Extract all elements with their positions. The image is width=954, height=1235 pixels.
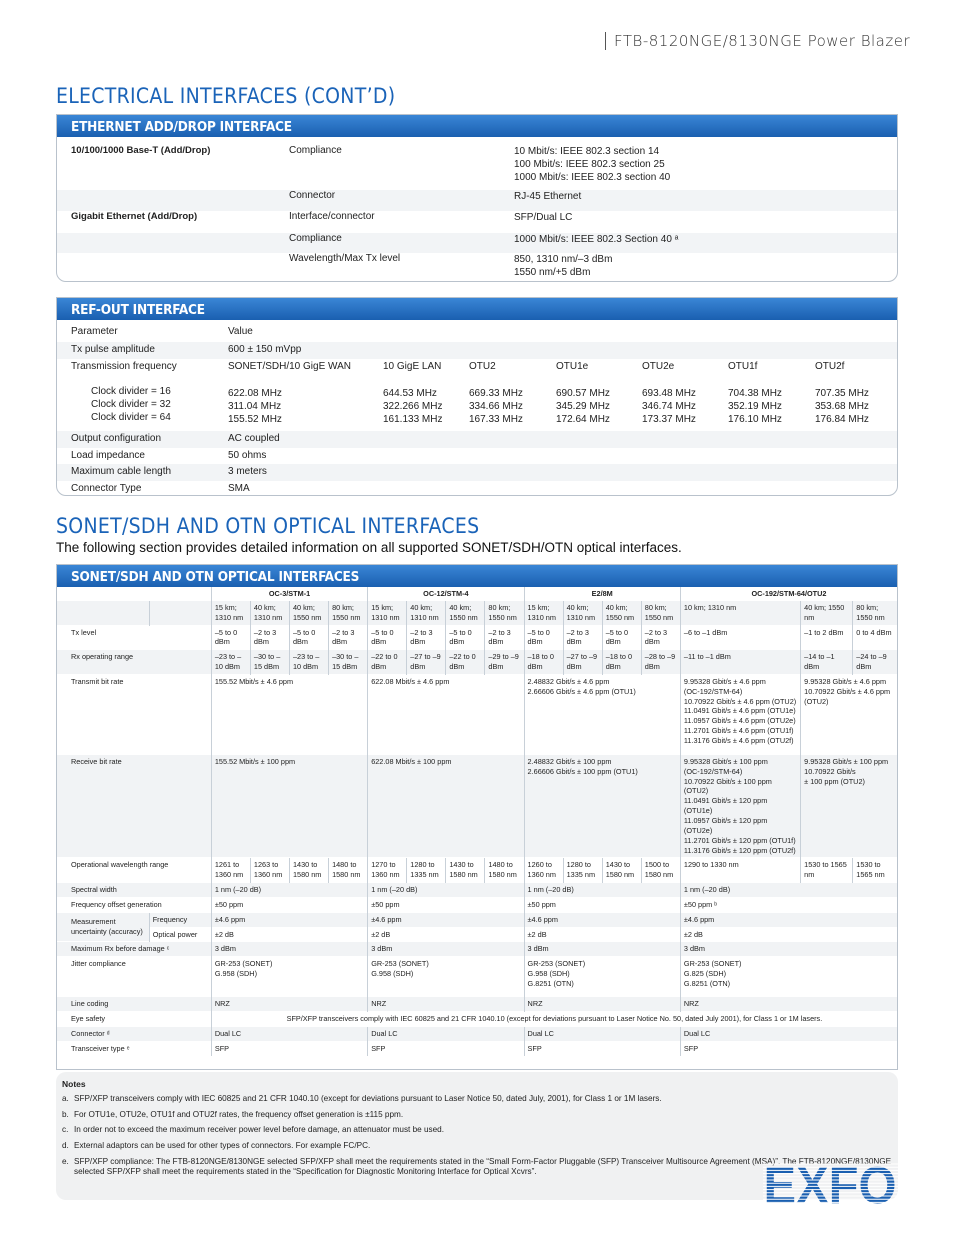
optical-cell: ±4.6 ppm <box>368 912 524 927</box>
optical-cell: 1 nm (–20 dB) <box>524 883 680 898</box>
ref-freq-value: 311.04 MHz <box>228 401 282 412</box>
svg-text:EXFO: EXFO <box>763 1158 897 1208</box>
optical-cell: 40 km; 1550 nm <box>446 601 485 625</box>
optical-row-label: Tx level <box>57 625 211 650</box>
optical-cell: –27 to –9 dBm <box>407 650 446 675</box>
ref-value: AC coupled <box>228 433 280 444</box>
ref-value: 600 ± 150 mVpp <box>228 344 302 355</box>
optical-sub-label: Frequency <box>149 912 211 927</box>
ref-freq-col: OTU2f <box>815 361 845 372</box>
ref-frequency-row <box>57 359 897 433</box>
optical-cell: –22 to 0 dBm <box>368 650 407 675</box>
ref-freq-value: 172.64 MHz <box>556 414 610 425</box>
ref-freq-col: 10 GigE LAN <box>383 361 442 372</box>
ethernet-row <box>57 145 897 190</box>
optical-table <box>57 587 897 1056</box>
optical-cell: Dual LC <box>211 1026 367 1041</box>
ethernet-row <box>57 211 897 233</box>
note-marker: b. <box>62 1109 69 1119</box>
ref-row <box>57 481 897 496</box>
ref-freq-value: 704.38 MHz <box>728 388 782 399</box>
optical-row-label: Frequency offset generation <box>57 897 211 912</box>
ref-freq-value: 155.52 MHz <box>228 414 282 425</box>
ref-label: Output configuration <box>71 433 162 444</box>
clock-divider-label: Clock divider = 64 <box>91 412 171 423</box>
optical-cell: NRZ <box>211 997 367 1012</box>
optical-cell: 40 km; 1310 nm <box>563 601 602 625</box>
note-text: For OTU1e, OTU2e, OTU1f and OTU2f rates, the frequency offset generation is ±115 ppm. <box>74 1109 404 1119</box>
ref-row <box>57 342 897 359</box>
optical-cell: Dual LC <box>680 1026 897 1041</box>
optical-cell: 1280 to 1335 nm <box>407 858 446 883</box>
optical-cell: Dual LC <box>524 1026 680 1041</box>
optical-row-label: Transmit bit rate <box>57 674 211 754</box>
optical-cell: SFP/XFP transceivers comply with IEC 60825 and 21 CFR 1040.10 (except for deviations pursuant to Laser Notice No. 50, dated July 2001), for Class 1 or 1M lasers. <box>211 1012 897 1027</box>
optical-cell: NRZ <box>524 997 680 1012</box>
optical-cell: ±4.6 ppm <box>680 912 897 927</box>
optical-cell: ±50 ppm <box>211 897 367 912</box>
optical-cell: 15 km; 1310 nm <box>211 601 250 625</box>
optical-cell: 1480 to 1580 nm <box>329 858 368 883</box>
optical-cell: 1 nm (–20 dB) <box>368 883 524 898</box>
optical-cell: ±2 dB <box>211 927 367 942</box>
optical-cell: 1530 to 1565 nm <box>801 858 853 883</box>
optical-cell: 2.48832 Gbit/s ± 100 ppm 2.66606 Gbit/s ± 100 ppm (OTU1) <box>524 754 680 857</box>
note-item <box>62 1141 892 1152</box>
optical-cell: –29 to –9 dBm <box>485 650 524 675</box>
optical-cell: –2 to 3 dBm <box>250 625 289 650</box>
ref-freq-col: OTU1e <box>556 361 589 372</box>
optical-cell: 3 dBm <box>211 942 367 957</box>
note-item <box>62 1094 892 1105</box>
ethernet-row-value: 850, 1310 nm/–3 dBm 1550 nm/+5 dBm <box>514 254 613 278</box>
optical-cell: ±2 dB <box>680 927 897 942</box>
ref-label: Transmission frequency <box>71 361 177 372</box>
optical-cell: –23 to –10 dBm <box>211 650 250 675</box>
optical-cell: –24 to –9 dBm <box>853 650 897 675</box>
clock-divider-label: Clock divider = 16 <box>91 386 171 397</box>
ethernet-row-param: Wavelength/Max Tx level <box>289 253 401 264</box>
optical-cell: 1 nm (–20 dB) <box>211 883 367 898</box>
optical-cell: 155.52 Mbit/s ± 100 ppm <box>211 754 367 857</box>
ref-freq-value: 352.19 MHz <box>728 401 782 412</box>
optical-bar: SONET/SDH AND OTN OPTICAL INTERFACES <box>57 565 897 587</box>
optical-group-header: OC-3/STM-1 <box>211 587 367 601</box>
optical-cell: SFP <box>680 1041 897 1055</box>
optical-cell: ±2 dB <box>524 927 680 942</box>
optical-row-label: Spectral width <box>57 883 211 898</box>
ref-value: 50 ohms <box>228 450 267 461</box>
optical-cell: 1 nm (–20 dB) <box>680 883 897 898</box>
optical-cell: –2 to 3 dBm <box>329 625 368 650</box>
optical-cell: –1 to 2 dBm <box>801 625 853 650</box>
ethernet-row-value: 1000 Mbit/s: IEEE 802.3 Section 40 ᵃ <box>514 234 679 245</box>
optical-cell: 3 dBm <box>680 942 897 957</box>
note-marker: a. <box>62 1094 69 1103</box>
optical-cell: –5 to 0 dBm <box>524 625 563 650</box>
optical-cell: 80 km; 1550 nm <box>641 601 680 625</box>
optical-cell: –11 to –1 dBm <box>680 650 800 675</box>
ref-freq-col: OTU2e <box>642 361 675 372</box>
optical-cell: 80 km; 1550 nm <box>329 601 368 625</box>
optical-cell: –18 to 0 dBm <box>602 650 641 675</box>
ref-label: Tx pulse amplitude <box>71 344 155 355</box>
optical-cell: 10 km; 1310 nm <box>680 601 800 625</box>
note-text: SFP/XFP compliance: The FTB-8120NGE/8130NGE selected SFP/XFP shall meet the requirements stated in the “Small Form-Factor Pluggable (SFP) Transceiver Multisource Agreement (MSA)”. The FTB-8120NGE/8130NGE selected SFP/XFP shall meet the requirements stated in the “Specification for Diagnostic Monitoring Interface for Optical Xcvrs”. <box>74 1156 892 1177</box>
ethernet-row-param: Interface/connector <box>289 211 375 222</box>
optical-cell: 15 km; 1310 nm <box>524 601 563 625</box>
optical-cell: –22 to 0 dBm <box>446 650 485 675</box>
optical-cell: ±4.6 ppm <box>524 912 680 927</box>
optical-sub-label: Optical power <box>149 927 211 942</box>
ref-header-row <box>57 326 897 342</box>
ethernet-interface-box <box>56 114 898 282</box>
ref-row <box>57 448 897 465</box>
note-text: In order not to exceed the maximum receiver power level before damage, an attenuator must be used. <box>74 1125 445 1135</box>
ref-freq-value: 644.53 MHz <box>383 388 437 399</box>
note-item <box>62 1125 892 1136</box>
optical-cell: 622.08 Mbit/s ± 100 ppm <box>368 754 524 857</box>
optical-cell: 9.95328 Gbit/s ± 4.6 ppm 10.70922 Gbit/s ± 4.6 ppm (OTU2) <box>801 674 897 754</box>
optical-row-label: Jitter compliance <box>57 957 211 997</box>
optical-cell: 9.95328 Gbit/s ± 100 ppm 10.70922 Gbit/s ± 100 ppm (OTU2) <box>801 754 897 857</box>
optical-cell: –5 to 0 dBm <box>289 625 328 650</box>
optical-cell: –27 to –9 dBm <box>563 650 602 675</box>
optical-cell: –28 to –9 dBm <box>641 650 680 675</box>
note-marker: e. <box>62 1156 69 1166</box>
optical-cell: GR-253 (SONET) G.958 (SDH) <box>211 957 367 997</box>
ref-freq-value: 173.37 MHz <box>642 414 696 425</box>
optical-row-label: Eye safety <box>57 1012 211 1027</box>
note-item <box>62 1110 892 1121</box>
document-header: FTB-8120NGE/8130NGE Power Blazer <box>605 32 910 50</box>
ref-freq-col: SONET/SDH/10 GigE WAN <box>228 361 351 372</box>
optical-row-label: Rx operating range <box>57 650 211 675</box>
ref-value: 3 meters <box>228 466 267 477</box>
optical-cell: –30 to –15 dBm <box>250 650 289 675</box>
ref-label: Maximum cable length <box>71 466 172 477</box>
ref-label: Connector Type <box>71 483 142 494</box>
ref-freq-value: 345.29 MHz <box>556 401 610 412</box>
optical-box <box>56 564 898 1070</box>
optical-cell: 1430 to 1580 nm <box>446 858 485 883</box>
ref-freq-value: 622.08 MHz <box>228 388 282 399</box>
optical-cell: 40 km; 1550 nm <box>289 601 328 625</box>
optical-cell: –14 to –1 dBm <box>801 650 853 675</box>
ethernet-row <box>57 233 897 253</box>
optical-cell: 1480 to 1580 nm <box>485 858 524 883</box>
optical-row-label: Receive bit rate <box>57 754 211 857</box>
optical-row-label: Measurement uncertainty (accuracy) <box>57 912 149 942</box>
ref-freq-value: 693.48 MHz <box>642 388 696 399</box>
ref-value: SMA <box>228 483 250 494</box>
optical-cell: 0 to 4 dBm <box>853 625 897 650</box>
optical-group-header: OC-192/STM-64/OTU2 <box>680 587 897 601</box>
ref-freq-col: OTU1f <box>728 361 758 372</box>
optical-cell: ±50 ppm ᵇ <box>680 897 897 912</box>
ref-freq-value: 334.66 MHz <box>469 401 523 412</box>
ref-out-box <box>56 297 898 496</box>
ethernet-row-param: Connector <box>289 190 336 201</box>
intro-text: The following section provides detailed information on all supported SONET/SDH/OTN optical interfaces. <box>56 540 682 555</box>
optical-cell: GR-253 (SONET) G.825 (SDH) G.8251 (OTN) <box>680 957 897 997</box>
optical-cell: –2 to 3 dBm <box>407 625 446 650</box>
ref-freq-value: 690.57 MHz <box>556 388 610 399</box>
ethernet-row-param: Compliance <box>289 145 342 156</box>
optical-cell: 1280 to 1335 nm <box>563 858 602 883</box>
optical-cell: 622.08 Mbit/s ± 4.6 ppm <box>368 674 524 754</box>
optical-cell: 3 dBm <box>524 942 680 957</box>
optical-cell: SFP <box>524 1041 680 1055</box>
optical-cell: Dual LC <box>368 1026 524 1041</box>
ref-freq-value: 161.133 MHz <box>383 414 443 425</box>
ref-freq-value: 167.33 MHz <box>469 414 523 425</box>
optical-cell: NRZ <box>680 997 897 1012</box>
optical-cell: 1263 to 1360 nm <box>250 858 289 883</box>
exfo-logo-icon <box>763 1158 898 1208</box>
optical-cell: –2 to 3 dBm <box>485 625 524 650</box>
optical-row-label: Connector ᵈ <box>57 1026 211 1041</box>
ethernet-row-value: RJ-45 Ethernet <box>514 191 582 202</box>
ref-freq-value: 176.84 MHz <box>815 414 869 425</box>
optical-cell: –5 to 0 dBm <box>602 625 641 650</box>
optical-cell: 1500 to 1580 nm <box>641 858 680 883</box>
optical-cell: 9.95328 Gbit/s ± 4.6 ppm (OC-192/STM-64) 10.70922 Gbit/s ± 4.6 ppm (OTU2) 11.0491 Gbit/s ± 4.6 ppm (OTU1e) 11.0957 Gbit/s ± 4.6 ppm (OTU2e) 11.2701 Gbit/s ± 4.6 ppm (OTU1f) 11.3176 Gbit/s ± 4.6 ppm (OTU2f) <box>680 674 800 754</box>
optical-cell: –2 to 3 dBm <box>641 625 680 650</box>
optical-cell: 40 km; 1310 nm <box>250 601 289 625</box>
optical-cell: –5 to 0 dBm <box>368 625 407 650</box>
optical-cell: 155.52 Mbit/s ± 4.6 ppm <box>211 674 367 754</box>
ethernet-row <box>57 190 897 211</box>
optical-cell: 2.48832 Gbit/s ± 4.6 ppm 2.66606 Gbit/s ± 4.6 ppm (OTU1) <box>524 674 680 754</box>
optical-cell: 9.95328 Gbit/s ± 100 ppm (OC-192/STM-64) 10.70922 Gbit/s ± 100 ppm (OTU2) 11.0491 Gbit/s ± 120 ppm (OTU1e) 11.0957 Gbit/s ± 120 ppm (OTU2e) 11.2701 Gbit/s ± 120 ppm (OTU1f) 11.3176 Gbit/s ± 120 ppm (OTU2f) <box>680 754 800 857</box>
ref-freq-col: OTU2 <box>469 361 496 372</box>
optical-cell: 80 km; 1550 nm <box>485 601 524 625</box>
note-marker: c. <box>62 1125 69 1135</box>
ref-out-bar: REF-OUT INTERFACE <box>57 298 897 320</box>
optical-cell: 1430 to 1580 nm <box>289 858 328 883</box>
optical-cell: –5 to 0 dBm <box>446 625 485 650</box>
ref-freq-value: 322.266 MHz <box>383 401 443 412</box>
optical-group-header: OC-12/STM-4 <box>368 587 524 601</box>
ethernet-row-param: Compliance <box>289 233 342 244</box>
section-title-optical: SONET/SDH AND OTN OPTICAL INTERFACES <box>56 514 480 538</box>
ethernet-bar: ETHERNET ADD/DROP INTERFACE <box>57 115 897 137</box>
optical-row-label: Operational wavelength range <box>57 858 211 883</box>
ethernet-row-label: 10/100/1000 Base-T (Add/Drop) <box>71 145 211 156</box>
optical-cell: 40 km; 1550 nm <box>602 601 641 625</box>
optical-cell: ±4.6 ppm <box>211 912 367 927</box>
ref-param-header: Parameter <box>71 326 118 337</box>
optical-group-header: E2/8M <box>524 587 680 601</box>
ref-row <box>57 464 897 481</box>
optical-cell: GR-253 (SONET) G.958 (SDH) <box>368 957 524 997</box>
optical-cell: ±2 dB <box>368 927 524 942</box>
ref-freq-value: 176.10 MHz <box>728 414 782 425</box>
ethernet-row-label: Gigabit Ethernet (Add/Drop) <box>71 211 198 222</box>
note-text: External adaptors can be used for other types of connectors. For example FC/PC. <box>74 1140 371 1150</box>
optical-cell: 80 km; 1550 nm <box>853 601 897 625</box>
optical-cell: SFP <box>368 1041 524 1055</box>
note-marker: d. <box>62 1140 69 1150</box>
optical-cell: 40 km; 1310 nm <box>407 601 446 625</box>
optical-cell: 1530 to 1565 nm <box>853 858 897 883</box>
ethernet-row <box>57 253 897 282</box>
ref-freq-value: 707.35 MHz <box>815 388 869 399</box>
optical-cell: –30 to –15 dBm <box>329 650 368 675</box>
optical-cell: 1290 to 1330 nm <box>680 858 800 883</box>
ref-label: Load impedance <box>71 450 145 461</box>
optical-cell: ±50 ppm <box>368 897 524 912</box>
notes-title: Notes <box>62 1079 86 1089</box>
optical-cell: 3 dBm <box>368 942 524 957</box>
optical-cell: SFP <box>211 1041 367 1055</box>
ref-freq-value: 669.33 MHz <box>469 388 523 399</box>
optical-row-label: Transceiver type ᵉ <box>57 1041 211 1055</box>
optical-cell: GR-253 (SONET) G.958 (SDH) G.8251 (OTN) <box>524 957 680 997</box>
optical-cell: 40 km; 1550 nm <box>801 601 853 625</box>
optical-cell: ±50 ppm <box>524 897 680 912</box>
optical-cell: 15 km; 1310 nm <box>368 601 407 625</box>
optical-cell: 1261 to 1360 nm <box>211 858 250 883</box>
ethernet-row-value: 10 Mbit/s: IEEE 802.3 section 14 100 Mbit/s: IEEE 802.3 section 25 1000 Mbit/s: IEEE 802.3 section 40 <box>514 146 671 183</box>
optical-cell: –2 to 3 dBm <box>563 625 602 650</box>
optical-cell: NRZ <box>368 997 524 1012</box>
optical-row-label: Line coding <box>57 997 211 1012</box>
optical-cell: 1260 to 1360 nm <box>524 858 563 883</box>
section-title-electrical: ELECTRICAL INTERFACES (CONT’D) <box>56 84 396 108</box>
optical-cell: 1430 to 1580 nm <box>602 858 641 883</box>
ref-freq-value: 353.68 MHz <box>815 401 869 412</box>
ref-freq-value: 346.74 MHz <box>642 401 696 412</box>
optical-cell: –18 to 0 dBm <box>524 650 563 675</box>
clock-divider-label: Clock divider = 32 <box>91 399 171 410</box>
optical-cell: 1270 to 1360 nm <box>368 858 407 883</box>
ethernet-row-value: SFP/Dual LC <box>514 212 573 223</box>
ref-value-header: Value <box>228 326 253 337</box>
note-text: SFP/XFP transceivers comply with IEC 60825 and 21 CFR 1040.10 (except for deviations pursuant to Laser Notice 50, dated July, 2001), for Class 1 or 1M lasers. <box>74 1094 662 1103</box>
ref-row <box>57 431 897 448</box>
optical-cell: –6 to –1 dBm <box>680 625 800 650</box>
optical-cell: –23 to –10 dBm <box>289 650 328 675</box>
optical-row-label: Maximum Rx before damage ᶜ <box>57 942 211 957</box>
optical-cell: –5 to 0 dBm <box>211 625 250 650</box>
